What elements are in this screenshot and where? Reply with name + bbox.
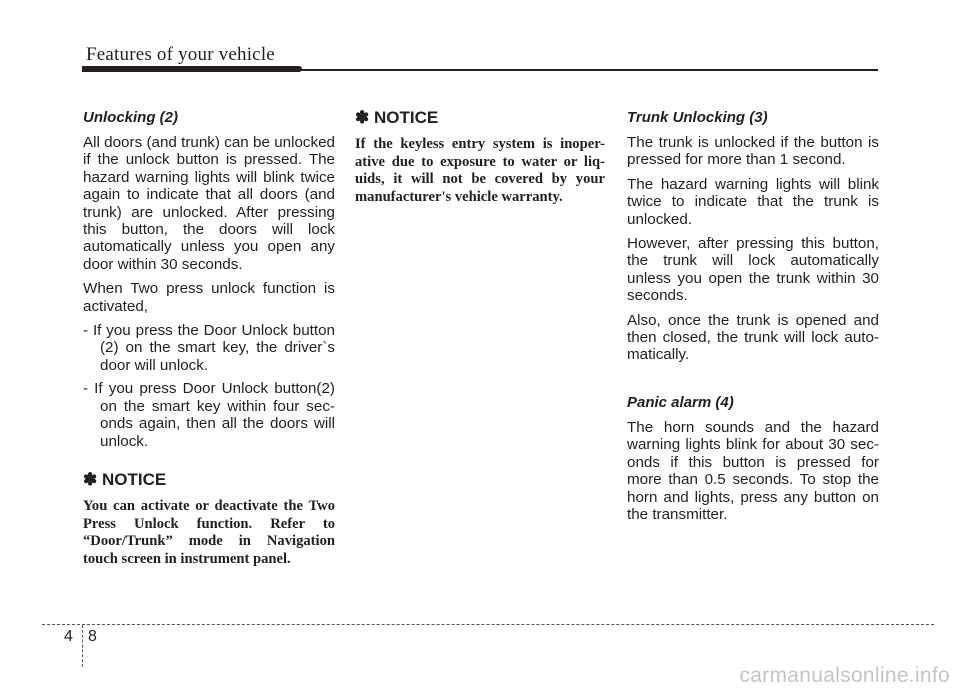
notice-title-middle: ✽ NOTICE xyxy=(355,108,439,127)
trunk-paragraph-1: The trunk is unlocked if the button is pressed for more than 1 second. xyxy=(627,134,879,169)
notice-body-middle: If the keyless entry system is inoper-ative due to exposure to water or liq-uids, it will not be covered by your manufacturer's vehicle warranty. xyxy=(355,136,605,205)
trunk-paragraph-2: The hazard warning lights will blink twice to indicate that the trunk is unlocked. xyxy=(627,175,879,228)
unlock-bullet-2: - If you press Door Unlock button(2) on the smart key within four sec-onds again, then all the doors will unlock. xyxy=(83,380,335,450)
trunk-paragraph-3: However, after pressing this button, the trunk will lock automatically unless you open the trunk within 30 seconds. xyxy=(627,235,879,305)
trunk-paragraph-4: Also, once the trunk is opened and then closed, the trunk will lock auto-matically. xyxy=(627,311,879,364)
header-bar-thin xyxy=(300,69,878,71)
panic-heading: Panic alarm (4) xyxy=(627,393,734,411)
watermark: carmanualsonline.info xyxy=(739,664,950,687)
notice-body-left: You can activate or deactivate the Two Press Unlock function. Refer to “Door/Trunk” mode in Navigation touch screen in instrument panel. xyxy=(83,497,335,567)
header-title: Features of your vehicle xyxy=(86,44,275,65)
footer-divider xyxy=(42,624,934,625)
unlocking-paragraph-2: When Two press unlock function is activated, xyxy=(83,280,335,315)
notice-title-left: ✽ NOTICE xyxy=(83,469,167,489)
unlocking-paragraph-1: All doors (and trunk) can be unlocked if the unlock button is pressed. The hazard warning lights will blink twice again to indicate that all doors (and trunk) are unlocked. After pressing this button, the doors will lock automatically unless you open any door within 30 seconds. xyxy=(83,134,335,273)
page-number: 8 xyxy=(88,628,97,645)
footer-separator xyxy=(82,625,83,667)
column-left xyxy=(83,108,335,568)
header-bar-thick xyxy=(82,66,302,72)
unlock-bullet-1: - If you press the Door Unlock button (2) on the smart key, the driver`s door will unlock. xyxy=(83,322,335,374)
unlocking-heading: Unlocking (2) xyxy=(83,109,179,126)
column-middle xyxy=(355,108,605,206)
column-right xyxy=(627,108,879,530)
trunk-heading: Trunk Unlocking (3) xyxy=(627,109,768,126)
panic-paragraph-1: The horn sounds and the hazard warning lights blink for about 30 sec-onds if this button is pressed for more than 0.5 seconds. To stop the horn and lights, press any button on the transmitter. xyxy=(627,418,879,523)
page-chapter-number: 4 xyxy=(64,628,73,645)
